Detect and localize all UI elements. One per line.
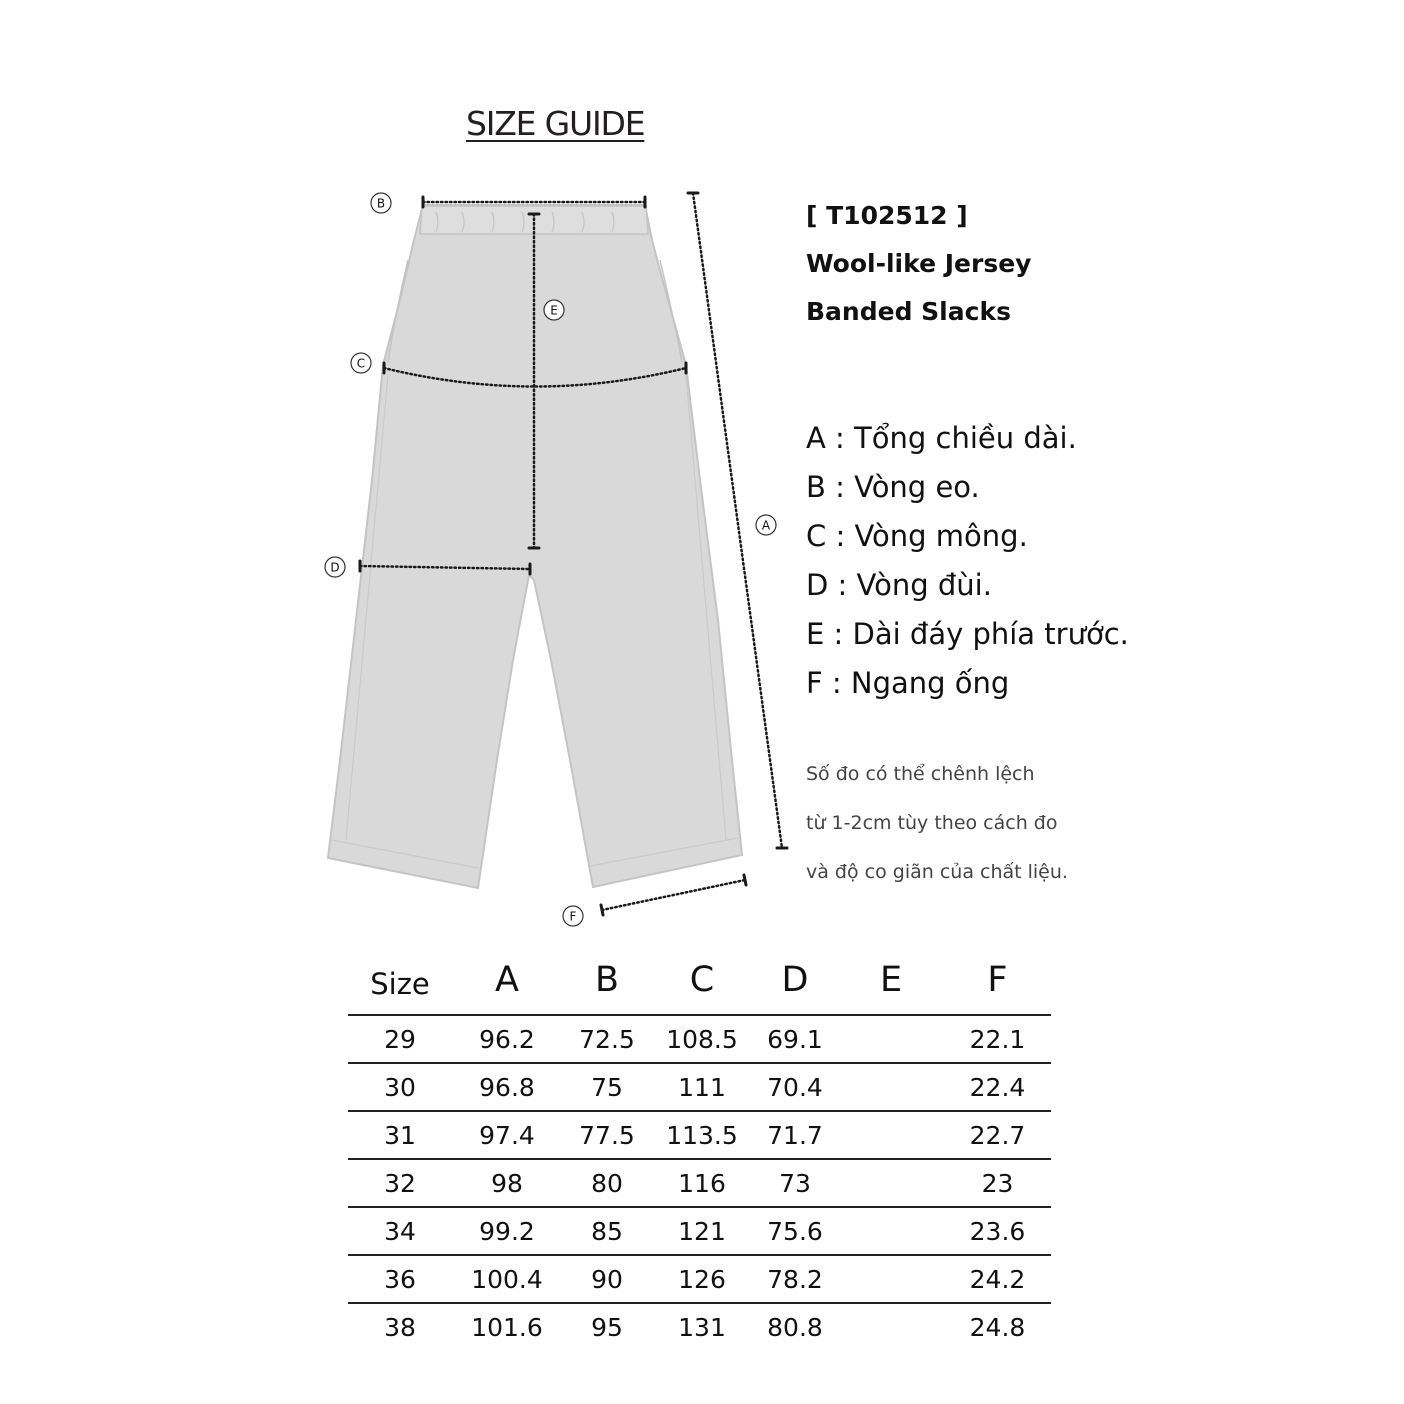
table-row <box>348 1111 1051 1159</box>
table-cell: 24.2 <box>944 1255 1051 1303</box>
label-f-marker <box>563 906 583 926</box>
table-cell: 32 <box>348 1159 452 1207</box>
table-row <box>348 1207 1051 1255</box>
table-row <box>348 1063 1051 1111</box>
table-cell: 85 <box>562 1207 652 1255</box>
table-cell: 30 <box>348 1063 452 1111</box>
column-header-b: B <box>562 945 652 1015</box>
product-name-line-1: Wool-like Jersey <box>806 249 1032 278</box>
table-cell: 108.5 <box>652 1015 752 1063</box>
legend-item-d: D : Vòng đùi. <box>806 568 992 602</box>
legend-item-c: C : Vòng mông. <box>806 519 1028 553</box>
column-header-size: Size <box>348 945 452 1015</box>
table-cell: 111 <box>652 1063 752 1111</box>
label-c-marker <box>351 353 371 373</box>
table-cell: 98 <box>452 1159 562 1207</box>
column-header-f: F <box>944 945 1051 1015</box>
measurement-note <box>806 750 1068 897</box>
table-cell <box>838 1255 944 1303</box>
table-cell: 29 <box>348 1015 452 1063</box>
table-cell: 90 <box>562 1255 652 1303</box>
table-cell: 116 <box>652 1159 752 1207</box>
table-cell: 95 <box>591 1312 623 1342</box>
table-cell: 69.1 <box>752 1015 838 1063</box>
table-cell: 75.6 <box>752 1207 838 1255</box>
table-cell <box>838 1207 944 1255</box>
table-cell: 34 <box>348 1207 452 1255</box>
column-header-e: E <box>838 945 944 1015</box>
svg-text:B: B <box>376 196 386 211</box>
note-line: từ 1-2cm tùy theo cách đo <box>806 812 1058 834</box>
legend-item-e: E : Dài đáy phía trước. <box>806 617 1129 651</box>
table-cell: 121 <box>652 1207 752 1255</box>
table-row <box>348 1015 1051 1063</box>
note-line: và độ co giãn của chất liệu. <box>806 861 1068 883</box>
label-a-marker <box>756 515 776 535</box>
table-cell: 71.7 <box>752 1111 838 1159</box>
legend-item-b: B : Vòng eo. <box>806 470 980 504</box>
svg-text:F: F <box>569 909 577 924</box>
table-cell <box>838 1015 944 1063</box>
table-cell: 96.2 <box>452 1015 562 1063</box>
svg-text:D: D <box>330 560 340 575</box>
svg-text:C: C <box>356 356 366 371</box>
table-cell: 75 <box>562 1063 652 1111</box>
table-cell: 23.6 <box>944 1207 1051 1255</box>
table-cell: 77.5 <box>562 1111 652 1159</box>
product-code: [ T102512 ] <box>806 201 968 230</box>
column-header-a: A <box>452 945 562 1015</box>
table-cell: 23 <box>944 1159 1051 1207</box>
table-cell: 97.4 <box>452 1111 562 1159</box>
table-cell: 70.4 <box>752 1063 838 1111</box>
table-cell: 22.4 <box>944 1063 1051 1111</box>
table-cell: 36 <box>348 1255 452 1303</box>
table-cell <box>838 1063 944 1111</box>
svg-text:A: A <box>761 518 771 533</box>
label-e-marker <box>544 300 564 320</box>
column-header-c: C <box>652 945 752 1015</box>
product-info <box>806 192 1031 336</box>
measurement-legend <box>806 414 1129 708</box>
measure-line-f <box>602 880 745 910</box>
table-cell: 96.8 <box>452 1063 562 1111</box>
table-cell <box>838 1303 944 1350</box>
table-cell: 131 <box>678 1312 726 1342</box>
product-name-line-2: Banded Slacks <box>806 297 1011 326</box>
table-cell: 99.2 <box>452 1207 562 1255</box>
table-cell <box>838 1111 944 1159</box>
page-title: SIZE GUIDE <box>466 104 645 143</box>
table-cell: 113.5 <box>652 1111 752 1159</box>
legend-item-f: F : Ngang ống <box>806 666 1010 700</box>
table-cell: 22.1 <box>944 1015 1051 1063</box>
table-cell: 72.5 <box>562 1015 652 1063</box>
label-b-marker <box>371 193 391 213</box>
svg-text:E: E <box>550 303 558 318</box>
table-row <box>348 1159 1051 1207</box>
table-cell: 31 <box>348 1111 452 1159</box>
table-cell: 73 <box>752 1159 838 1207</box>
table-header-row <box>348 945 1051 1015</box>
size-table <box>348 945 1051 1350</box>
label-d-marker <box>325 557 345 577</box>
table-cell: 22.7 <box>944 1111 1051 1159</box>
table-cell: 80 <box>562 1159 652 1207</box>
table-cell: 24.8 <box>969 1312 1026 1342</box>
legend-item-a: A : Tổng chiều dài. <box>806 421 1077 455</box>
table-row <box>348 1303 1051 1350</box>
table-cell: 38 <box>384 1312 416 1342</box>
note-line: Số đo có thể chênh lệch <box>806 763 1035 785</box>
table-cell: 78.2 <box>752 1255 838 1303</box>
column-header-d: D <box>752 945 838 1015</box>
table-row <box>348 1255 1051 1303</box>
table-cell: 100.4 <box>452 1255 562 1303</box>
table-cell <box>838 1159 944 1207</box>
table-cell: 101.6 <box>471 1312 543 1342</box>
table-cell: 80.8 <box>767 1312 823 1342</box>
table-cell: 126 <box>652 1255 752 1303</box>
